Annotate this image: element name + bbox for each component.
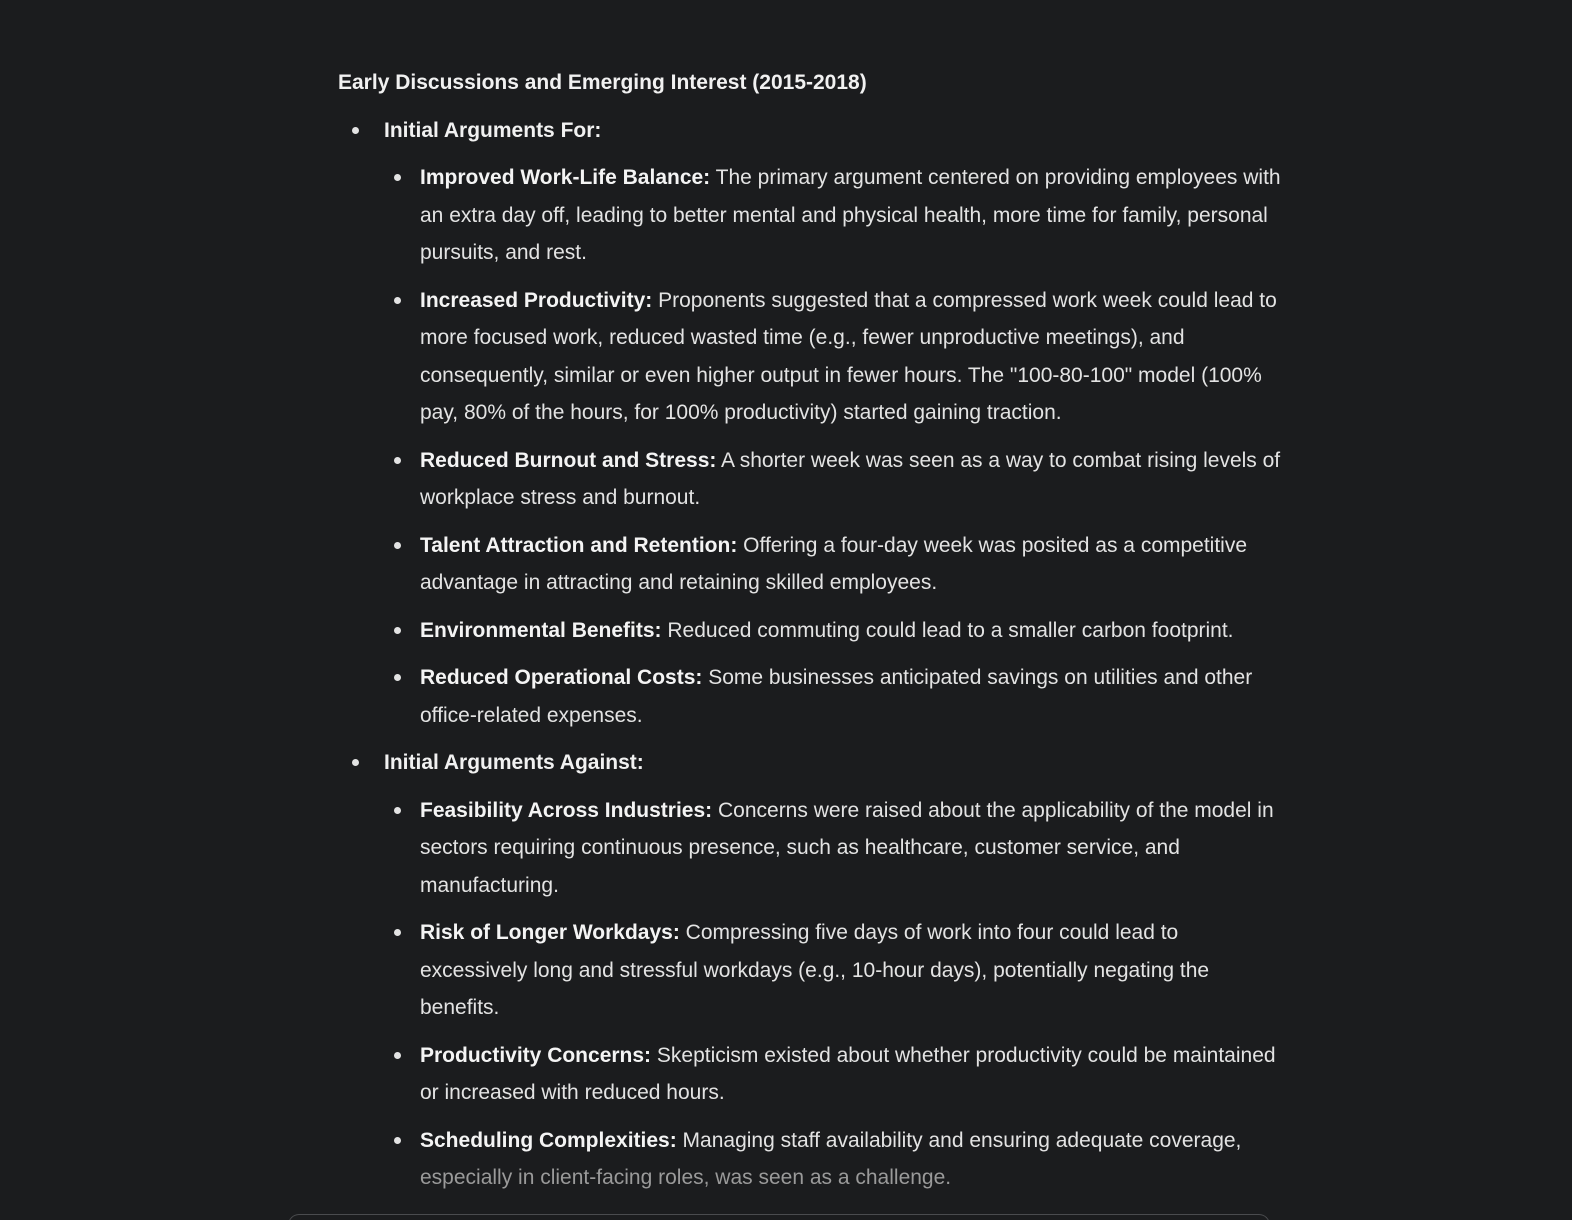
item-text: The primary argument centered on providing employees with an extra day off, leading to better mental and physical health, more time for family, personal pursuits, and rest. [420,166,1281,264]
list-item [384,1122,1288,1197]
bullet-icon [394,457,401,464]
bullet-icon [394,674,401,681]
item-text: Managing staff availability and ensuring adequate coverage, [676,1128,1242,1152]
list-item [384,612,1288,650]
item-text: Offering a four-day week was posited as a competitive advantage in attracting and retaining skilled employees. [420,533,1248,594]
arguments-list [338,112,1288,1197]
item-term: Environmental Benefits: [420,618,662,642]
bullet-icon [352,127,359,134]
item-term: Reduced Burnout and Stress: [420,448,717,472]
item-term: Increased Productivity: [420,288,653,312]
group-arguments-for [338,112,1288,735]
group-arguments-against [338,744,1288,1197]
section-heading: Early Discussions and Emerging Interest (2015-2018) [338,71,867,94]
bullet-icon [394,1052,401,1059]
group-label: Initial Arguments Against: [384,751,644,774]
item-term: Improved Work-Life Balance: [420,166,711,189]
item-text: Some businesses anticipated savings on utilities and other office-related expenses. [420,666,1253,727]
item-text: Skepticism existed about whether productivity could be maintained or increased with reduced hours. [420,1043,1276,1104]
item-text-faded: especially in client-facing roles, was seen as a challenge. [420,1166,952,1189]
arguments-for-list [384,159,1288,734]
bullet-icon [394,807,401,814]
list-item [384,659,1288,734]
arguments-against-list [384,792,1288,1197]
item-text: Reduced commuting could lead to a smaller carbon footprint. [661,618,1234,642]
item-term: Scheduling Complexities: [420,1128,677,1152]
bullet-icon [394,1137,401,1144]
bullet-icon [352,759,359,766]
list-item [384,282,1288,432]
item-term: Feasibility Across Industries: [420,798,713,822]
item-term: Productivity Concerns: [420,1043,652,1067]
input-box-edge [288,1214,1270,1220]
item-text: A shorter week was seen as a way to combat rising levels of workplace stress and burnout. [420,448,1281,509]
list-item [384,1037,1288,1112]
item-term: Risk of Longer Workdays: [420,921,680,944]
bullet-icon [394,627,401,634]
item-term: Reduced Operational Costs: [420,666,703,689]
bullet-icon [394,297,401,304]
list-item [384,792,1288,905]
list-item [384,159,1288,272]
item-text: Compressing five days of work into four could lead to excessively long and stressful workdays (e.g., 10-hour days), potentially negating the benefits. [420,921,1210,1019]
bullet-icon [394,542,401,549]
item-text: Proponents suggested that a compressed work week could lead to more focused work, reduced wasted time (e.g., fewer unproductive meetings), and consequently, similar or even higher output in fewer hours. The "100-80-100" model (100% pay, 80% of the hours, for 100% productivity) started gaining traction. [420,288,1277,424]
list-item [384,442,1288,517]
bullet-icon [394,174,401,181]
item-text: Concerns were raised about the applicability of the model in sectors requiring continuous presence, such as healthcare, customer service, and manufacturing. [420,798,1274,897]
list-item [384,914,1288,1027]
item-term: Talent Attraction and Retention: [420,533,738,557]
bullet-icon [394,929,401,936]
group-label: Initial Arguments For: [384,118,602,142]
response-content [338,64,1288,1207]
list-item [384,527,1288,602]
